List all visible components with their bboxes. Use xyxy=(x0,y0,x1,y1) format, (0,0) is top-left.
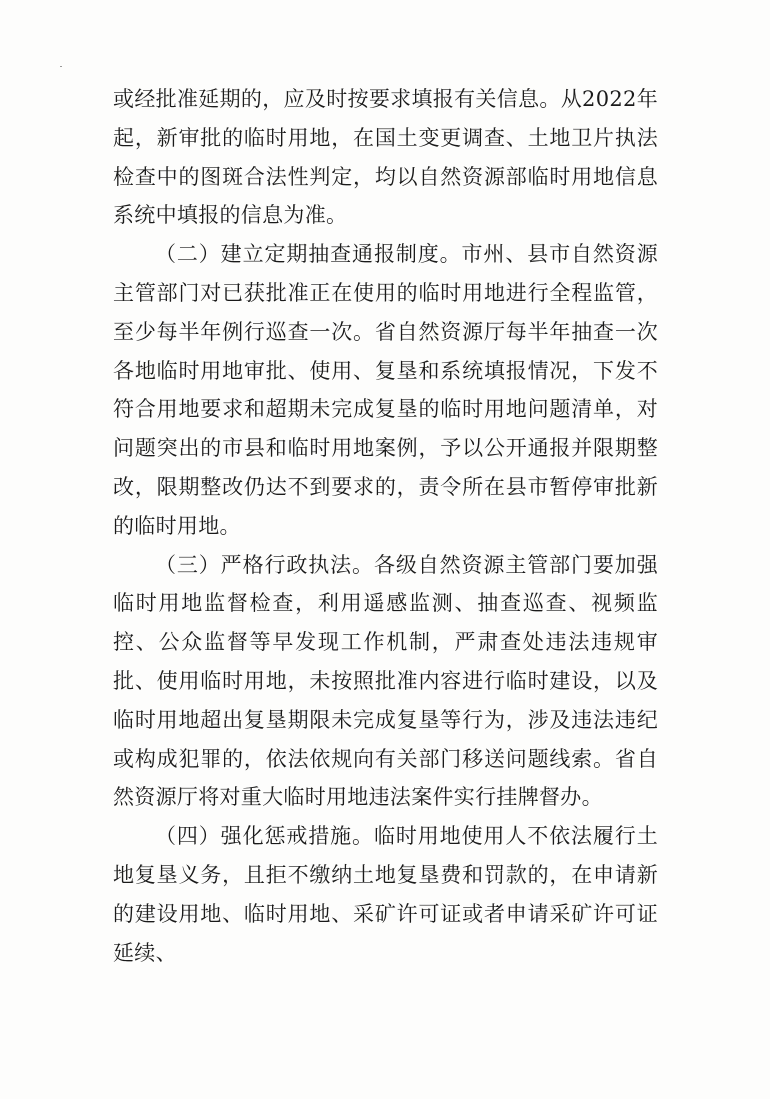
paragraph-continuation xyxy=(113,80,658,235)
paragraph-text: 临时用地使用人不依法履行土地复垦义务，且拒不缴纳土地复垦费和罚款的，在申请新的建设用地、临时用地、采矿许可证或者申请采矿许可证延续、 xyxy=(113,824,658,965)
scan-speck xyxy=(60,66,62,67)
section-heading-3: （三）严格行政执法。 xyxy=(155,552,374,577)
paragraph-section-2 xyxy=(113,235,658,545)
section-heading-2: （二）建立定期抽查通报制度。 xyxy=(155,242,462,267)
paragraph-text: 或经批准延期的，应及时按要求填报有关信息。从2022年起，新审批的临时用地，在国土变更调查、土地卫片执法检查中的图斑合法性判定，均以自然资源部临时用地信息系统中填报的信息为准。 xyxy=(113,87,658,228)
paragraph-text: 市州、县市自然资源主管部门对已获批准正在使用的临时用地进行全程监管，至少每半年例行巡查一次。省自然资源厅每半年抽查一次各地临时用地审批、使用、复垦和系统填报情况，下发不符合用地要求和超期未完成复垦的临时用地问题清单，对问题突出的市县和临时用地案例，予以公开通报并限期整改，限期整改仍达不到要求的，责令所在县市暂停审批新的临时用地。 xyxy=(113,242,658,538)
document-body xyxy=(113,80,658,972)
section-heading-4: （四）强化惩戒措施。 xyxy=(155,824,374,849)
paragraph-section-3 xyxy=(113,546,658,818)
paragraph-section-4 xyxy=(113,817,658,972)
paragraph-text: 各级自然资源主管部门要加强临时用地监督检查，利用遥感监测、抽查巡查、视频监控、公众监督等早发现工作机制，严肃查处违法违规审批、使用临时用地，未按照批准内容进行临时建设，以及临时用地超出复垦期限未完成复垦等行为，涉及违法违纪或构成犯罪的，依法依规向有关部门移送问题线索。省自然资源厅将对重大临时用地违法案件实行挂牌督办。 xyxy=(113,552,658,810)
